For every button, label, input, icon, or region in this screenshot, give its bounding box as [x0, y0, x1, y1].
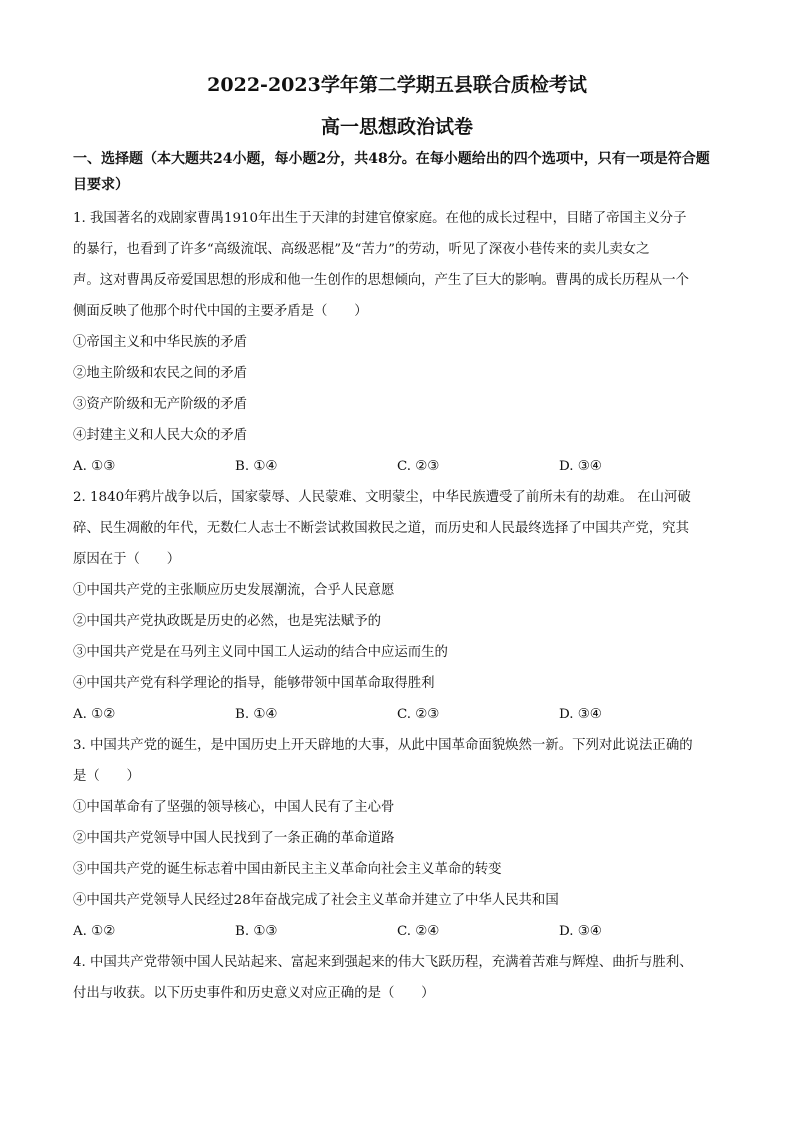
answer-option: C. ②③	[397, 707, 440, 722]
answer-option: C. ②④	[397, 924, 440, 939]
question-stem-line: 3. 中国共产党的诞生，是中国历史上开天辟地的大事，从此中国革命面貌焕然一新。下列对此说法正确的	[73, 738, 693, 753]
question-stem-line: 的暴行，也看到了许多“高级流氓、高级恶棍”及“苦力”的劳动，听见了深夜小巷传来的卖儿卖女之	[73, 242, 650, 257]
statement-item: ④封建主义和人民大众的矛盾	[73, 428, 248, 443]
answer-option: A. ①②	[73, 924, 116, 939]
statement-item: ③资产阶级和无产阶级的矛盾	[73, 397, 248, 412]
question-stem-line: 2. 1840年鸦片战争以后，国家蒙辱、人民蒙难、文明蒙尘，中华民族遭受了前所未有的劫难。 在山河破	[73, 490, 691, 505]
question-1	[73, 203, 723, 482]
statement-item: ④中国共产党有科学理论的指导，能够带领中国革命取得胜利	[73, 676, 435, 691]
question-stem-line: 是（ ）	[73, 769, 140, 784]
statement-item: ④中国共产党领导人民经过28年奋战完成了社会主义革命并建立了中华人民共和国	[73, 893, 559, 908]
statement-item: ②中国共产党领导中国人民找到了一条正确的革命道路	[73, 831, 395, 846]
question-stem-line: 声。这对曹禺反帝爱国思想的形成和他一生创作的思想倾向，产生了巨大的影响。曹禺的成长历程从一个	[73, 273, 689, 288]
answer-options	[73, 699, 723, 730]
question-3	[73, 730, 723, 947]
answer-options	[73, 451, 723, 482]
answer-option: B. ①④	[235, 707, 278, 722]
statement-item: ①中国共产党的主张顺应历史发展潮流，合乎人民意愿	[73, 583, 395, 598]
exam-content	[73, 146, 723, 1009]
exam-subtitle: 高一思想政治试卷	[320, 116, 473, 138]
answer-option: C. ②③	[397, 459, 440, 474]
section-heading: 一、选择题（本大题共24小题，每小题2分，共48分。在每小题给出的四个选项中，只有一项是符合题目要求）	[73, 151, 710, 193]
answer-options	[73, 916, 723, 947]
statement-item: ③中国共产党的诞生标志着中国由新民主主义革命向社会主义革命的转变	[73, 862, 502, 877]
statement-item: ②中国共产党执政既是历史的必然，也是宪法赋予的	[73, 614, 381, 629]
statement-item: ③中国共产党是在马列主义同中国工人运动的结合中应运而生的	[73, 645, 448, 660]
question-stem-line: 4. 中国共产党带领中国人民站起来、富起来到强起来的伟大飞跃历程，充满着苦难与辉煌、曲折与胜利、	[73, 955, 693, 970]
question-stem-line: 1. 我国著名的戏剧家曹禺1910年出生于天津的封建官僚家庭。在他的成长过程中，目睹了帝国主义分子	[73, 211, 687, 226]
question-stem-line: 付出与收获。以下历史事件和历史意义对应正确的是（ ）	[73, 986, 435, 1001]
answer-option: D. ③④	[559, 459, 602, 474]
question-stem-line: 侧面反映了他那个时代中国的主要矛盾是（ ）	[73, 304, 368, 319]
question-2	[73, 482, 723, 730]
statement-item: ②地主阶级和农民之间的矛盾	[73, 366, 248, 381]
question-4	[73, 947, 723, 1009]
answer-option: B. ①④	[235, 459, 278, 474]
answer-option: B. ①③	[235, 924, 278, 939]
question-stem-line: 碎、民生凋敝的年代，无数仁人志士不断尝试救国救民之道，而历史和人民最终选择了中国共产党，究其	[73, 521, 689, 536]
statement-item: ①帝国主义和中华民族的矛盾	[73, 335, 248, 350]
statement-item: ①中国革命有了坚强的领导核心，中国人民有了主心骨	[73, 800, 395, 815]
question-list	[73, 203, 723, 1009]
answer-option: A. ①②	[73, 707, 116, 722]
answer-option: D. ③④	[559, 924, 602, 939]
answer-option: D. ③④	[559, 707, 602, 722]
question-stem-line: 原因在于（ ）	[73, 552, 181, 567]
exam-title: 2022-2023学年第二学期五县联合质检考试	[207, 74, 587, 96]
answer-option: A. ①③	[73, 459, 116, 474]
